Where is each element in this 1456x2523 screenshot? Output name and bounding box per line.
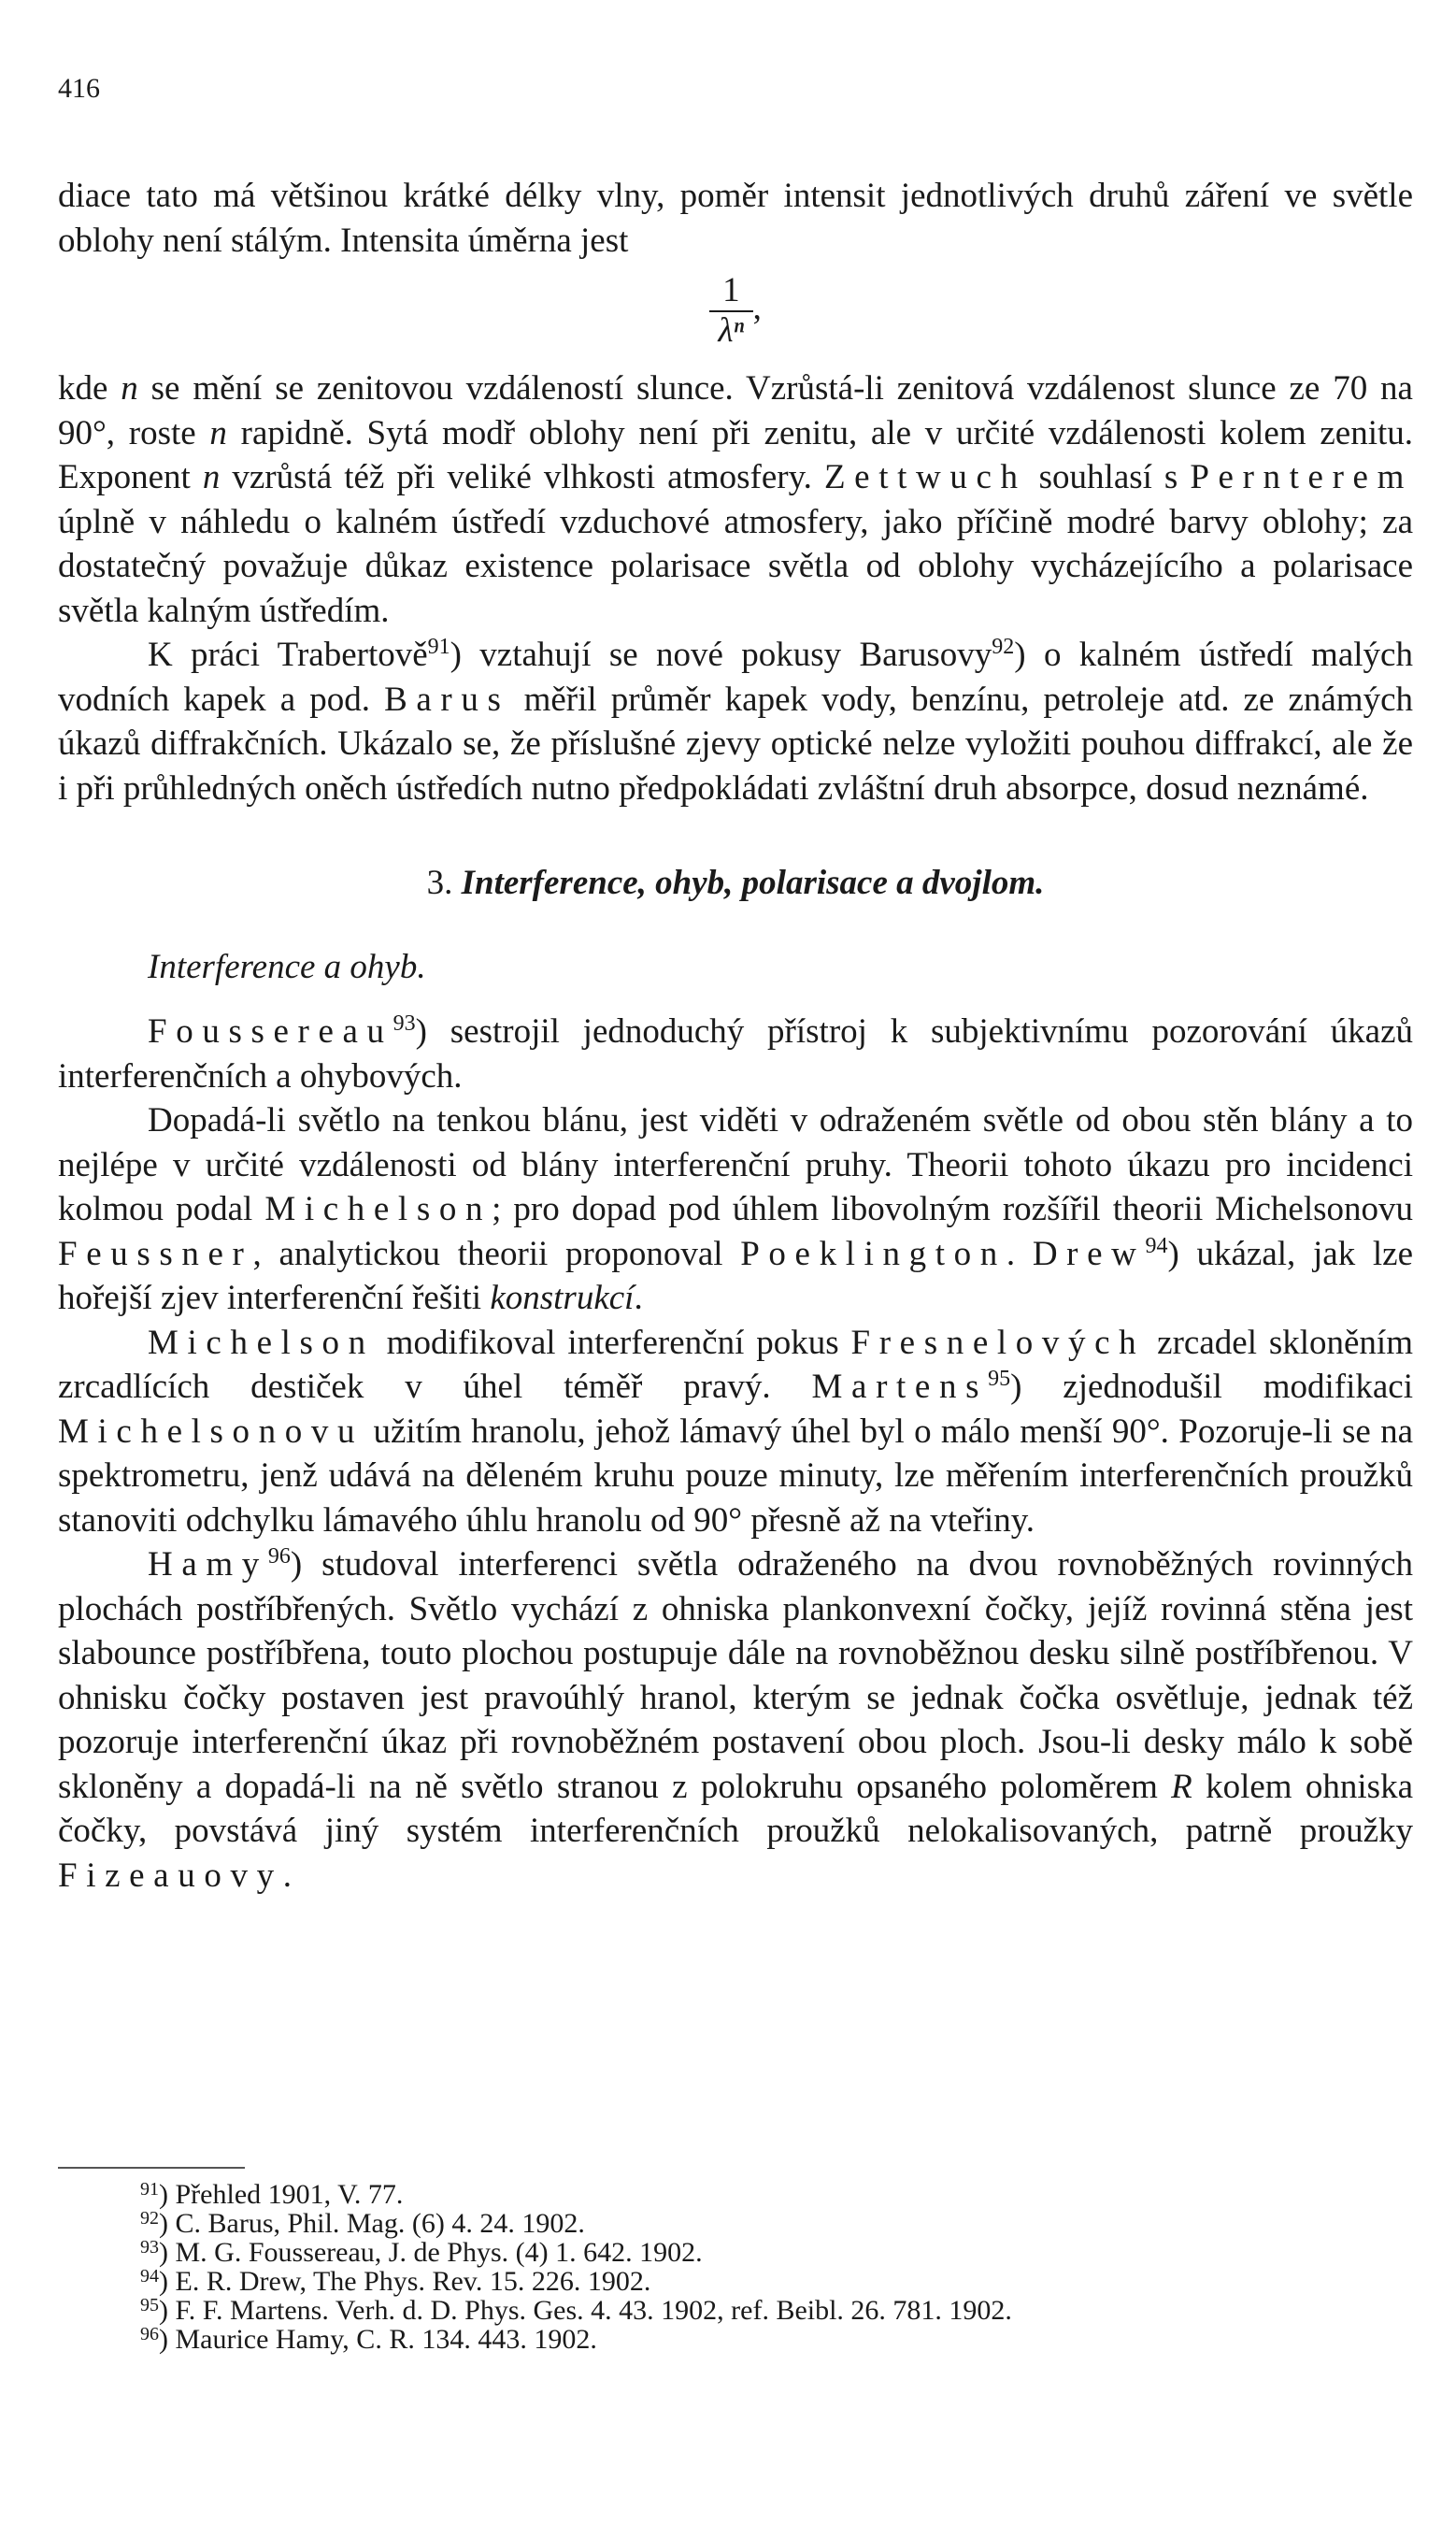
emphasis: konstrukcí: [490, 1279, 635, 1318]
author-name: Poeklington: [740, 1234, 1006, 1273]
footnote-text: ) F. F. Martens. Verh. d. D. Phys. Ges. 4. 43. 1902, ref. Beibl. 26. 781. 1902.: [159, 2295, 1012, 2326]
author-name: Michelsonovu: [58, 1412, 364, 1451]
footnote-text: ) Maurice Hamy, C. R. 134. 443. 1902.: [159, 2324, 597, 2355]
footnote-number: 94: [140, 2266, 159, 2286]
text-run: ) vztahují se nové pokusy Barusovy: [450, 636, 992, 675]
page-number: 416: [58, 73, 100, 104]
footnote-number: 96: [140, 2324, 159, 2344]
text-run: souhlasí s: [1026, 458, 1191, 497]
text-run: kolem ohniska čočky, povstává jiný systém interferenčních proužků nelokalisovaných, patrně proužky: [58, 1767, 1413, 1851]
author-name: Zettwuch: [823, 458, 1027, 497]
footnotes: [140, 2180, 1411, 2354]
footnote-ref: 96: [267, 1544, 291, 1570]
text-run: ) studoval interferenci světla odraženého na dvou rovnoběžných rovinných plochách postříbřených. Světlo vychází z ohniska plankonvexní čočky, jejíž rovinná stěna jest slabounce postříbřena, touto plochou postupuje dále na rovnoběžnou desku silně postříbřenou. V ohnisku čočky postaven jest pravoúhlý hranol, kterým se jednak čočka osvětluje, jednak též pozoruje interferenční úkaz při rovnoběžném postavení obou ploch. Jsou-li desky málo k sobě skloněny a dopadá-li na ně světlo stranou z polokruhu opsaného poloměrem: [58, 1545, 1413, 1806]
footnote: [140, 2238, 1411, 2267]
text-run: ) sestrojil jednoduchý přístroj k subjektivnímu pozorování úkazů interferenčních a ohybových.: [58, 1012, 1413, 1096]
text-run: kde: [58, 369, 121, 409]
text-run: ) o kalném ústředí malých vodních kapek a pod.: [58, 636, 1413, 719]
footnote-text: ) Přehled 1901, V. 77.: [159, 2179, 404, 2210]
formula-fraction: [709, 272, 753, 350]
section-title: Interference, ohyb, polarisace a dvojlom.: [461, 864, 1045, 903]
footnote-divider: [58, 2167, 245, 2169]
author-name: Michelson: [264, 1190, 492, 1229]
footnote: [140, 2325, 1411, 2354]
text-run: .: [634, 1279, 643, 1318]
paragraph-intro-2: [58, 366, 1413, 633]
footnote-ref: 93: [393, 1011, 416, 1037]
footnote: [140, 2180, 1411, 2209]
footnote-number: 93: [140, 2237, 159, 2258]
paragraph-michelson: [58, 1321, 1413, 1543]
section-heading: [58, 861, 1413, 906]
author-name: Martens: [811, 1368, 989, 1407]
author-name: Michelson: [148, 1323, 375, 1362]
footnote-text: ) E. R. Drew, The Phys. Rev. 15. 226. 1902.: [159, 2266, 651, 2297]
text-run: úplně v náhledu o kalném ústředí vzduchové atmosfery, jako příčině modré barvy oblohy; za dostatečný považuje důkaz existence polarisace světla od oblohy vycházejícího a polarisace světla kalným ústředím.: [58, 502, 1413, 630]
footnote-ref: 94: [1145, 1233, 1168, 1258]
section-number: 3.: [426, 864, 453, 903]
math-n: n: [121, 369, 138, 409]
author-name: Hamy: [148, 1545, 268, 1584]
math-n: n: [202, 458, 221, 497]
text-run: vzrůstá též při veliké vlhkosti atmosfery.: [220, 458, 824, 497]
paragraph-foussereau: [58, 1010, 1413, 1098]
footnote: [140, 2209, 1411, 2238]
footnote-number: 92: [140, 2208, 159, 2229]
footnote-text: ) M. G. Foussereau, J. de Phys. (4) 1. 642. 1902.: [159, 2237, 703, 2268]
paragraph-intro-1: diace tato má většinou krátké délky vlny, poměr intensit jednotlivých druhů záření ve světle oblohy není stálým. Intensita úměrna jest: [58, 177, 1413, 260]
footnote: [140, 2296, 1411, 2325]
text-run: užitím hranolu, jehož lámavý úhel byl o málo menší 90°. Pozoruje-li se na spektrometru, jenž udává na děleném kruhu pouze minuty, lze měřením interferenčních proužků stanoviti odchylku lámavého úhlu hranolu od 90° přesně až na vteřiny.: [58, 1412, 1413, 1540]
paragraph-dopada: [58, 1098, 1413, 1321]
author-name: Fresnelových: [850, 1323, 1146, 1362]
text-run: rapidně. Sytá modř oblohy není při zenitu, ale v určité vzdálenosti kolem zenitu. Exponent: [58, 413, 1414, 497]
text-run: Dopadá-li světlo na tenkou blánu, jest viděti v odraženém světle od obou stěn blány a to nejlépe v určité vzdálenosti od blány interferenční pruhy. Theorii tohoto úkazu pro incidenci kolmou podal: [58, 1101, 1413, 1229]
text-run: ; pro dopad pod úhlem libovolným rozšířil theorii Michelsonovu: [492, 1190, 1413, 1229]
formula-denominator: λⁿ: [718, 310, 745, 350]
author-name: Fizeauovy: [58, 1856, 283, 1895]
footnote-number: 95: [140, 2295, 159, 2315]
author-name: Pernterem: [1190, 458, 1413, 497]
main-text: [58, 174, 1413, 1898]
text-run: ) ukázal, jak lze hořejší zjev interferenční řešiti: [58, 1234, 1413, 1318]
footnote-ref: 92: [992, 635, 1015, 660]
text-run: měřil průměr kapek vody, benzínu, petroleje atd. ze známých úkazů diffrakčních. Ukázalo se, že příslušné zjevy optické nelze vyložiti pouhou diffrakcí, ale že i při průhledných oněch ústředích nutno předpokládati zvláštní druh absorpce, dosud neznámé.: [58, 680, 1413, 808]
footnote-ref: 95: [988, 1367, 1011, 1392]
author-name: Barus: [384, 680, 510, 719]
author-name: Drew: [1032, 1234, 1146, 1273]
formula: [58, 272, 1413, 350]
footnote-ref: 91: [427, 635, 450, 660]
subsection-heading: Interference a ohyb.: [148, 947, 426, 986]
text-run: modifikoval interferenční pokus: [374, 1323, 851, 1362]
math-n: n: [209, 413, 227, 452]
text-run: , analytickou theorii proponoval: [252, 1234, 741, 1273]
paragraph-trabert: [58, 633, 1413, 810]
text-run: K práci Trabertově: [148, 636, 428, 675]
paragraph-hamy: [58, 1542, 1413, 1898]
text-run: .: [282, 1856, 292, 1895]
footnote-text: ) C. Barus, Phil. Mag. (6) 4. 24. 1902.: [159, 2208, 585, 2239]
author-name: Foussereau: [148, 1012, 393, 1052]
formula-comma: ,: [752, 289, 762, 328]
footnote: [140, 2267, 1411, 2296]
text-run: .: [1006, 1234, 1033, 1273]
formula-numerator: 1: [709, 272, 753, 312]
text-run: ) zjednodušil modifikaci: [1010, 1368, 1413, 1407]
author-name: Feussner: [58, 1234, 253, 1273]
text-run: se mění se zenitovou vzdáleností slunce. Vzrůstá-li zenitová vzdálenost slunce ze 70 na 90°, roste: [58, 369, 1413, 452]
footnote-number: 91: [140, 2179, 159, 2200]
text-run: zrcadel skloněním zrcadlících destiček v úhel téměř pravý.: [58, 1323, 1413, 1407]
math-R: R: [1171, 1767, 1192, 1806]
